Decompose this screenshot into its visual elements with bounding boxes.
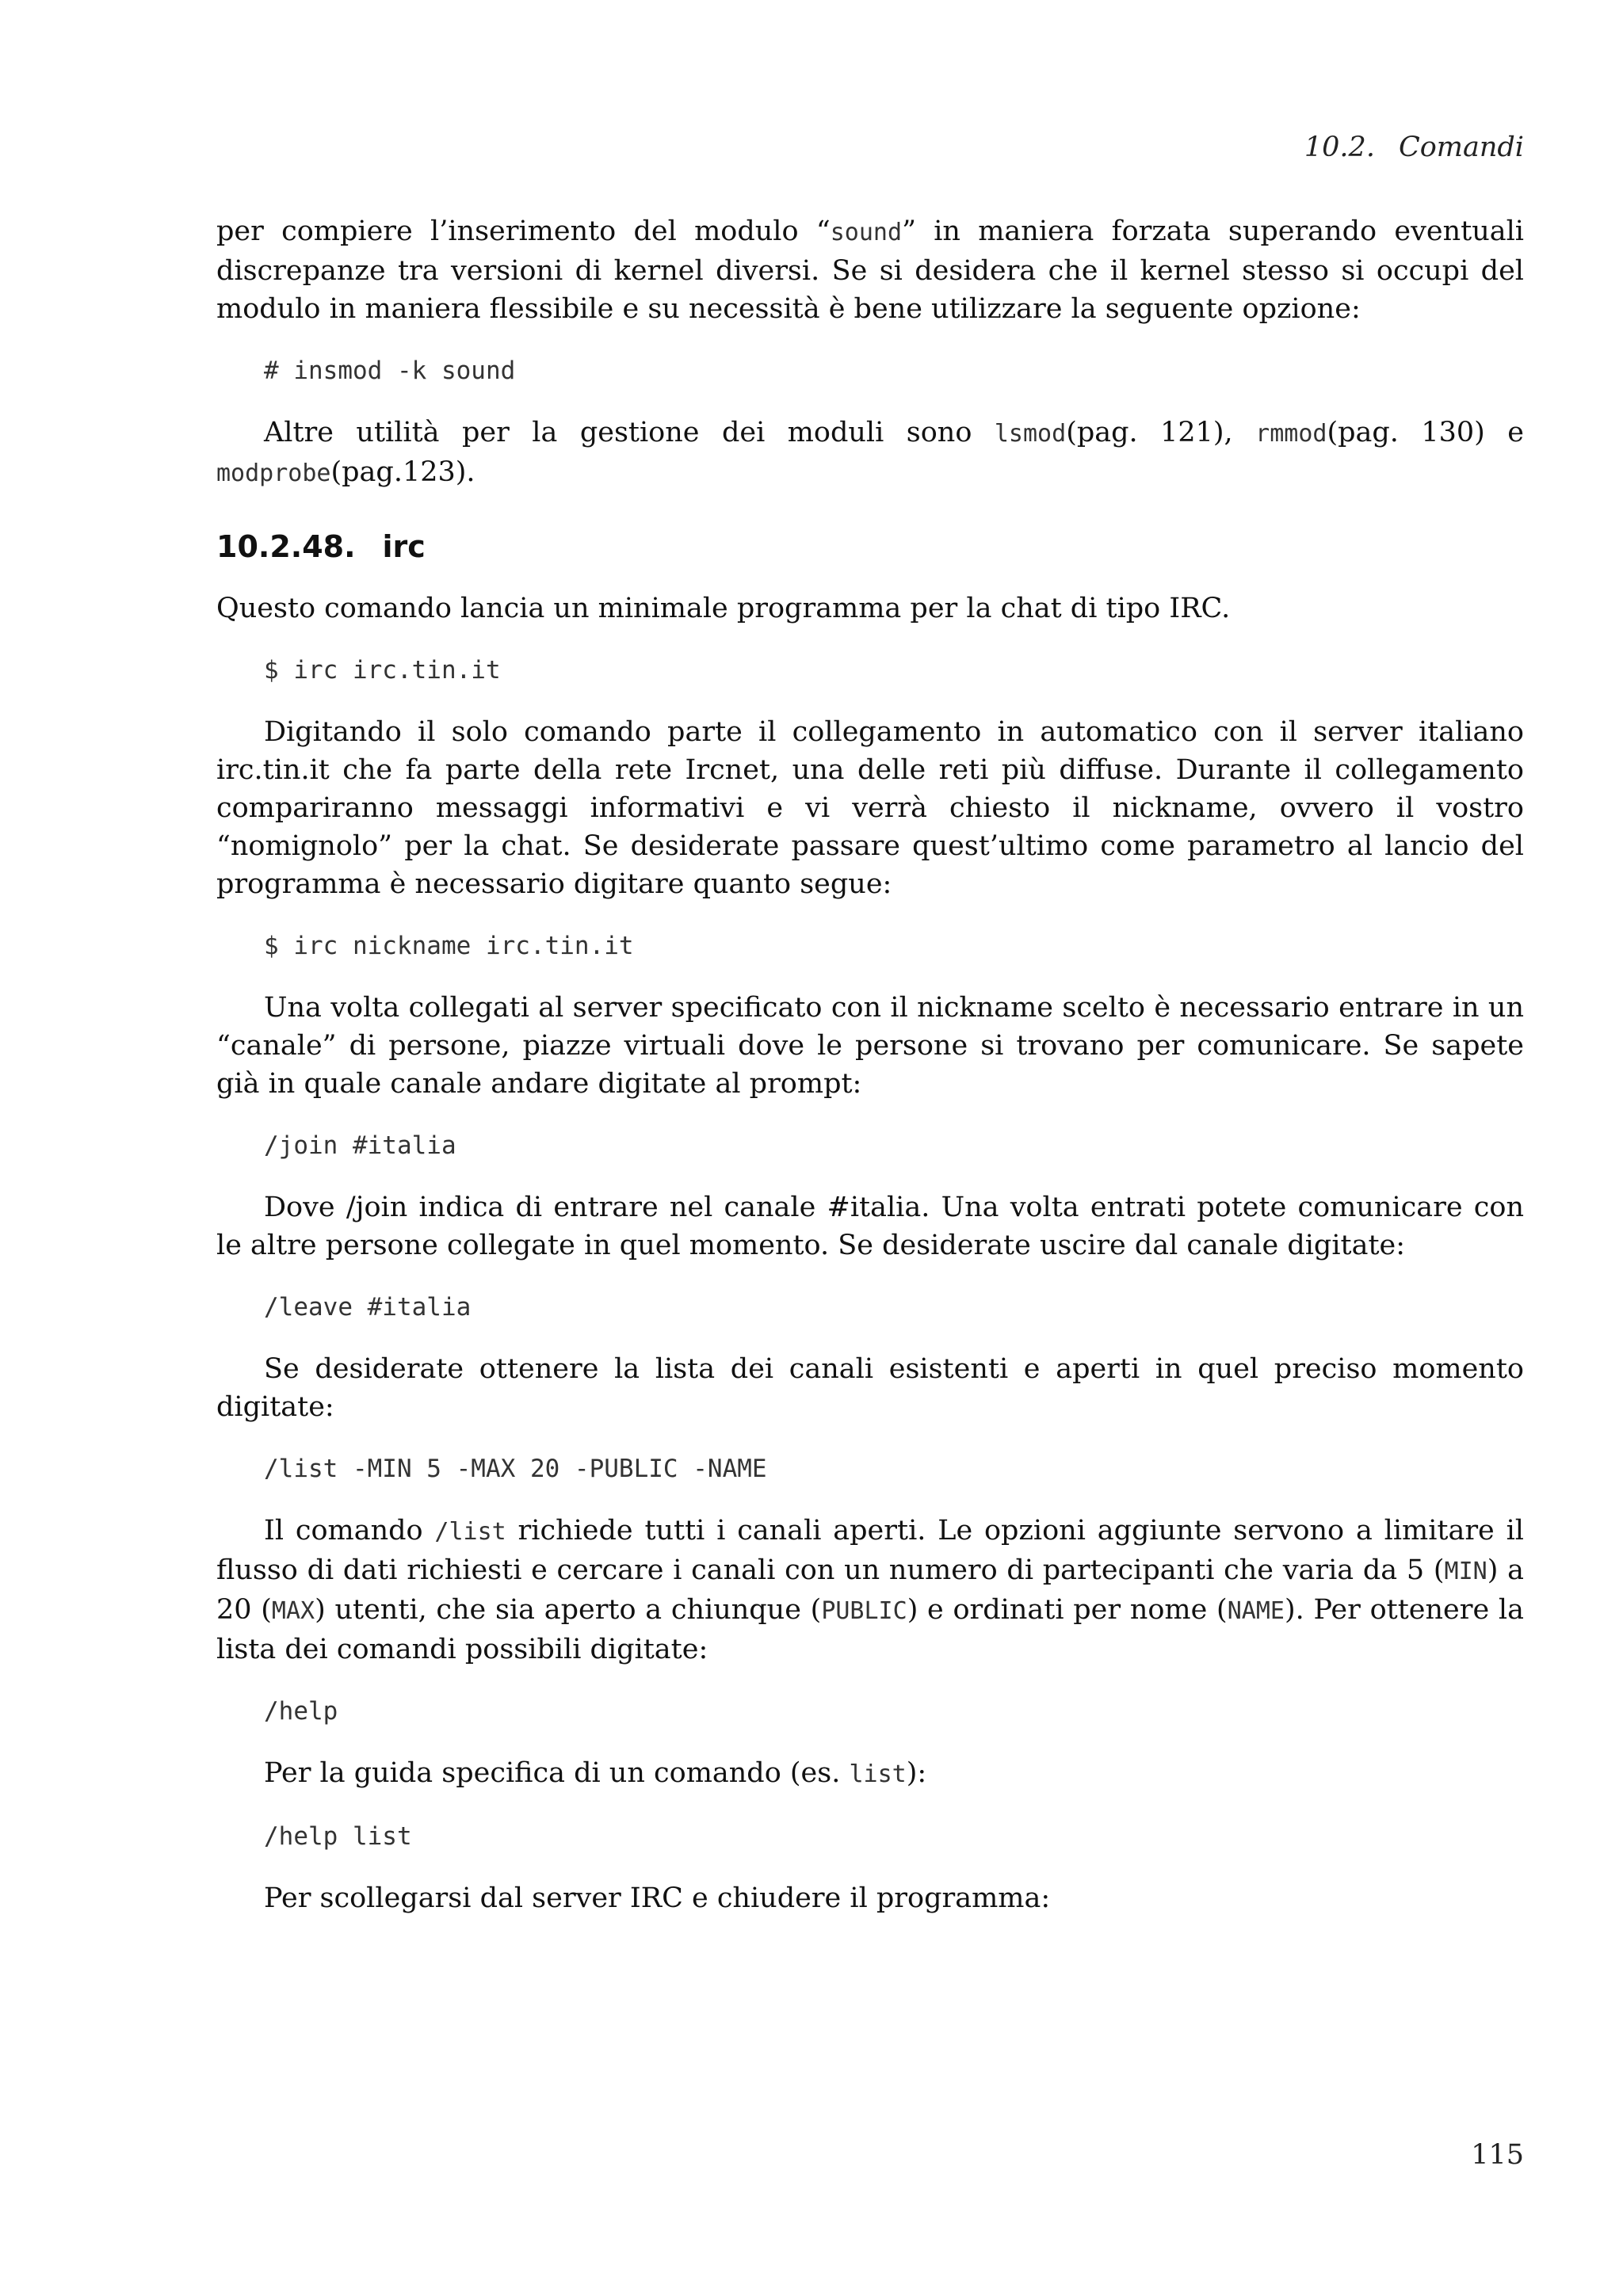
inline-code-sound: sound xyxy=(830,219,903,246)
paragraph-irc-connection: Digitando il solo comando parte il collegamento in automatico con il server italiano irc.tin.it che fa parte della rete Ircnet, una delle reti più diffuse. Durante il collegamento compariranno messaggi informativi e vi verrà chiesto il nickname, ovvero il vostro “nomignolo” per la chat. Se desiderate passare quest’ultimo come parametro al lancio del programma è necessario digitare quanto segue: xyxy=(216,716,1524,900)
paragraph-join-explained: Dove /join indica di entrare nel canale #italia. Una volta entrati potete comunicare con le altre persone collegate in quel momento. Se desiderate uscire dal canale digitate: xyxy=(216,1192,1524,1261)
section-title: irc xyxy=(382,529,426,564)
code-irc-nickname: $ irc nickname irc.tin.it xyxy=(264,932,634,960)
inline-code-public: PUBLIC xyxy=(821,1597,907,1625)
inline-code-list: /list xyxy=(434,1518,506,1546)
inline-code-min: MIN xyxy=(1444,1558,1487,1585)
page-number: 115 xyxy=(1471,2139,1524,2171)
code-leave: /leave #italia xyxy=(264,1293,472,1322)
header-section-number: 10.2. xyxy=(1304,132,1375,163)
paragraph-list-explained: Il comando /list richiede tutti i canali aperti. Le opzioni aggiunte servono a limitare il flusso di dati richiesti e cercare i canali con un numero di partecipanti che varia da 5 (MIN) a 20 (MAX) utenti, che sia aperto a chiunque (PUBLIC) e ordinati per nome (NAME). Per ottenere la lista dei comandi possibili digitate: xyxy=(216,1515,1524,1665)
paragraph-irc-intro: Questo comando lancia un minimale programma per la chat di tipo IRC. xyxy=(216,593,1231,624)
page-body xyxy=(216,212,1524,1917)
code-list: /list -MIN 5 -MAX 20 -PUBLIC -NAME xyxy=(264,1455,767,1483)
paragraph-insmod-continued: per compiere l’inserimento del modulo “sound” in maniera forzata superando eventuali discrepanze tra versioni di kernel diversi. Se si desidera che il kernel stesso si occupi del modulo in maniera flessibile e su necessità è bene utilizzare la seguente opzione: xyxy=(216,215,1524,325)
paragraph-help-specific: Per la guida specifica di un comando (es. list): xyxy=(264,1757,927,1789)
section-heading-irc xyxy=(216,528,1524,566)
code-help: /help xyxy=(264,1697,338,1726)
inline-code-name: NAME xyxy=(1227,1597,1285,1625)
inline-code-modprobe: modprobe xyxy=(216,460,331,487)
inline-code-lsmod: lsmod xyxy=(994,420,1067,448)
paragraph-disconnect: Per scollegarsi dal server IRC e chiudere il programma: xyxy=(264,1882,1051,1914)
paragraph-list-intro: Se desiderate ottenere la lista dei canali esistenti e aperti in quel preciso momento digitate: xyxy=(216,1353,1524,1423)
inline-code-list-arg: list xyxy=(849,1760,907,1788)
header-section-title: Comandi xyxy=(1398,132,1524,163)
code-insmod-k: # insmod -k sound xyxy=(264,357,516,385)
code-help-list: /help list xyxy=(264,1822,412,1851)
section-number: 10.2.48. xyxy=(216,529,356,564)
paragraph-module-utilities: Altre utilità per la gestione dei moduli sono lsmod(pag. 121), rmmod(pag. 130) e modprobe(pag.123). xyxy=(216,417,1524,488)
running-header xyxy=(1304,132,1524,163)
code-irc-server: $ irc irc.tin.it xyxy=(264,656,501,685)
inline-code-max: MAX xyxy=(271,1597,315,1625)
paragraph-irc-channel: Una volta collegati al server specificato con il nickname scelto è necessario entrare in un “canale” di persone, piazze virtuali dove le persone si trovano per comunicare. Se sapete già in quale canale andare digitate al prompt: xyxy=(216,992,1524,1100)
inline-code-rmmod: rmmod xyxy=(1255,420,1327,448)
code-join: /join #italia xyxy=(264,1131,456,1160)
